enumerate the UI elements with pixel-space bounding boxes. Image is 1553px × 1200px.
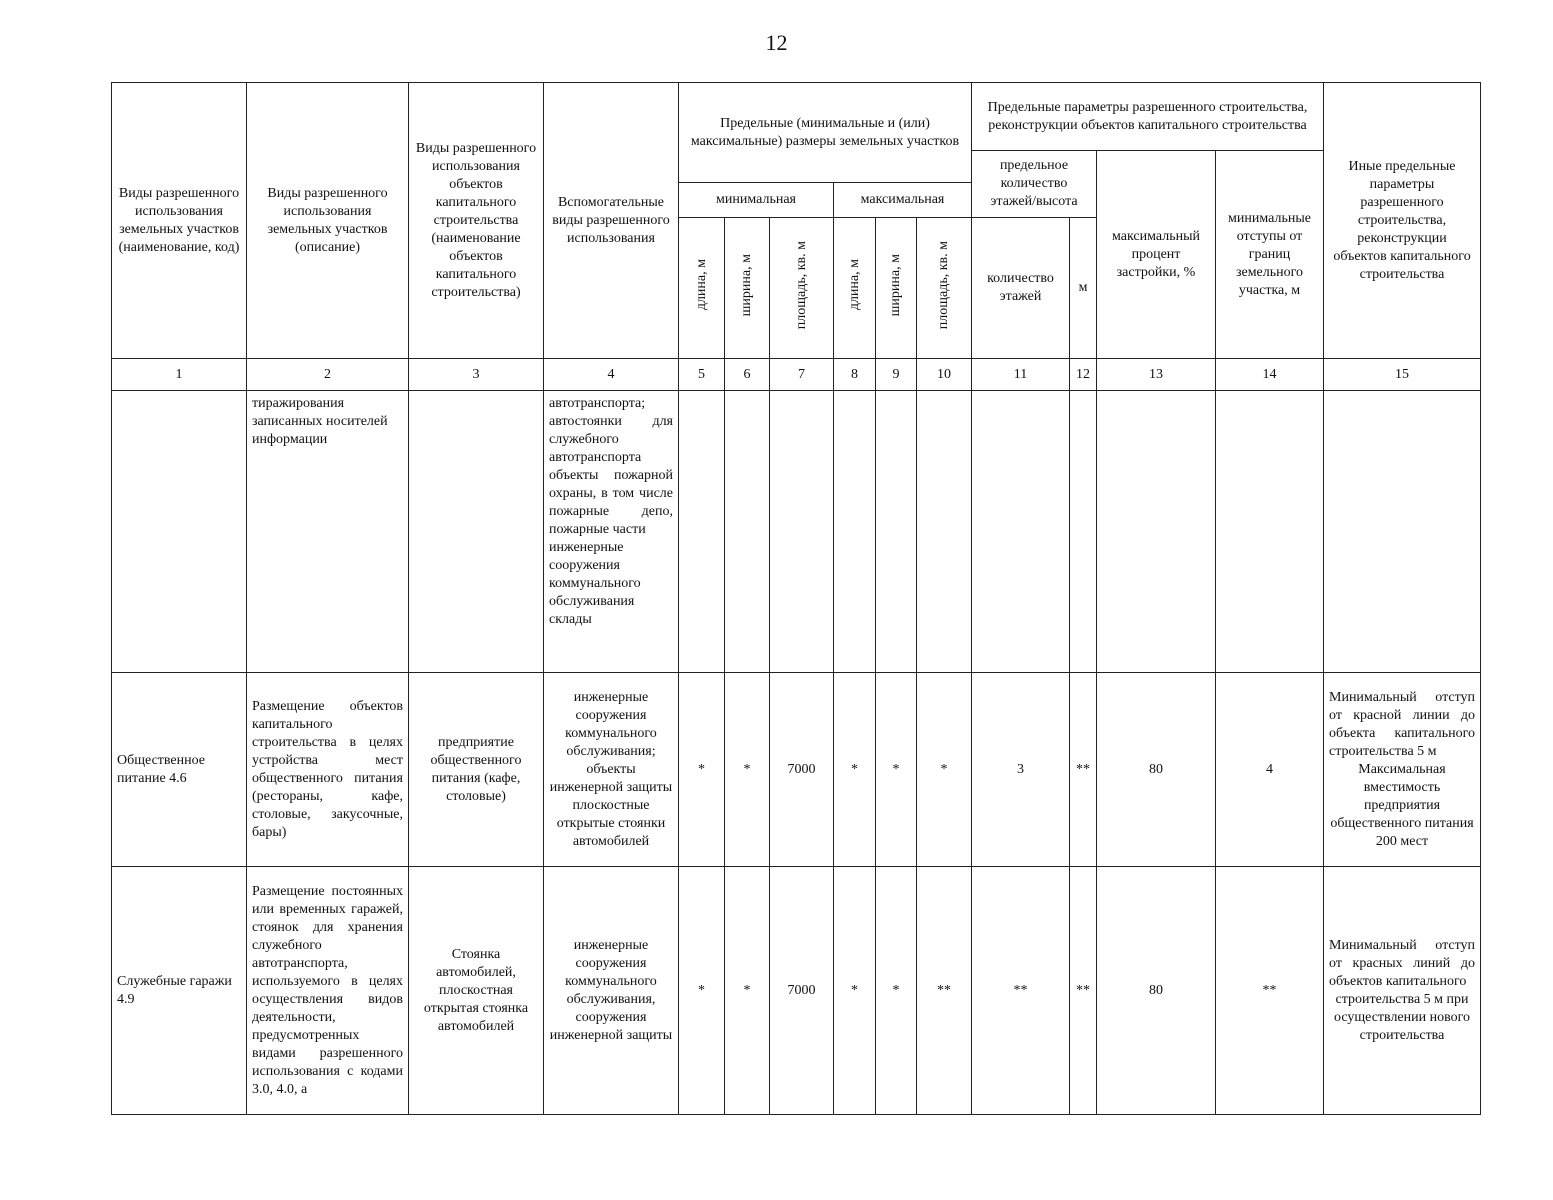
header-max-width [876,218,917,359]
cell-min-width [725,391,770,673]
cell-max-area: * [917,673,972,867]
column-number: 3 [409,359,544,391]
table-row [112,391,1481,673]
cell-max-percent: 80 [1097,673,1216,867]
other-param: Минимальный отступ от красных линий до объектов капитального [1329,937,1475,989]
cell-min-width: * [725,867,770,1115]
header-minimum: минимальная [679,183,834,218]
header-min-length-text: длина, м [693,259,709,311]
cell-max-area [917,391,972,673]
cell-other-params [1324,391,1481,673]
header-min-width [725,218,770,359]
header-max-area-text: площадь, кв. м [936,240,951,330]
header-max-percent: максимальный процент застройки, % [1097,151,1216,359]
header-row-1 [112,83,1481,151]
zoning-regulations-table [111,82,1481,1115]
cell-max-length [834,391,876,673]
column-number: 12 [1070,359,1097,391]
auxiliary-line: инженерные сооружения коммунального обслуживания, сооружения инженерной защиты [549,937,673,1043]
cell-max-length: * [834,673,876,867]
cell-construction-use: предприятие общественного питания (кафе, столовые) [409,673,544,867]
cell-min-setback: 4 [1216,673,1324,867]
header-max-width-text: ширина, м [888,253,903,317]
cell-min-width: * [725,673,770,867]
column-number: 13 [1097,359,1216,391]
header-min-length [679,218,725,359]
header-plot-size-limits: Предельные (минимальные и (или) максимальные) размеры земельных участков [679,83,972,183]
cell-floors: ** [972,867,1070,1115]
other-param: строительства 5 м при осуществлении нового строительства [1333,991,1471,1043]
header-min-area [770,218,834,359]
header-meters: м [1070,218,1097,359]
auxiliary-line: автотранспорта; [549,396,646,411]
cell-auxiliary-use [544,391,679,673]
header-min-setback: минимальные отступы от границ земельного участка, м [1216,151,1324,359]
cell-land-use-name [112,391,247,673]
header-auxiliary-use: Вспомогательные виды разрешенного использования [544,83,679,359]
table-row [112,867,1481,1115]
cell-max-width [876,391,917,673]
header-floors-height: предельное количество этажей/высота [972,151,1097,218]
auxiliary-line: автостоянки для служебного автотранспорта [549,414,673,465]
cell-height [1070,391,1097,673]
column-number: 1 [112,359,247,391]
header-other-params: Иные предельные параметры разрешенного строительства, реконструкции объектов капитального строительства [1324,83,1481,359]
cell-max-length: * [834,867,876,1115]
cell-min-setback [1216,391,1324,673]
cell-max-width: * [876,867,917,1115]
cell-other-params [1324,673,1481,867]
header-construction-params: Предельные параметры разрешенного строительства, реконструкции объектов капитального строительства [972,83,1324,151]
column-number: 15 [1324,359,1481,391]
cell-land-use-name: Общественное питание 4.6 [112,673,247,867]
cell-min-area: 7000 [770,867,834,1115]
header-max-length [834,218,876,359]
cell-auxiliary-use [544,867,679,1115]
header-min-area-text: площадь, кв. м [793,240,809,330]
auxiliary-line: объекты инженерной защиты [549,761,673,795]
header-land-use-name: Виды разрешенного использования земельных участков (наименование, код) [112,83,247,359]
cell-min-setback: ** [1216,867,1324,1115]
cell-land-use-name: Служебные гаражи 4.9 [112,867,247,1115]
cell-other-params [1324,867,1481,1115]
cell-auxiliary-use [544,673,679,867]
auxiliary-line: плоскостные открытые стоянки автомобилей [556,797,666,849]
column-number: 9 [876,359,917,391]
page-number: 12 [765,30,788,55]
cell-floors [972,391,1070,673]
column-number: 4 [544,359,679,391]
cell-max-area: ** [917,867,972,1115]
cell-floors: 3 [972,673,1070,867]
cell-construction-use: Стоянка автомобилей, плоскостная открытая стоянка автомобилей [409,867,544,1115]
header-max-length-text: длина, м [846,259,862,311]
header-max-area [917,218,972,359]
cell-max-percent: 80 [1097,867,1216,1115]
cell-height: ** [1070,867,1097,1115]
cell-min-length: * [679,673,725,867]
column-number-row [112,359,1481,391]
cell-construction-use [409,391,544,673]
column-number: 8 [834,359,876,391]
auxiliary-line: склады [549,612,592,627]
header-floors: количество этажей [972,218,1070,359]
cell-min-area [770,391,834,673]
column-number: 11 [972,359,1070,391]
cell-min-area: 7000 [770,673,834,867]
column-number: 2 [247,359,409,391]
header-construction-use: Виды разрешенного использования объектов капитального строительства (наименование объектов капитального строительства) [409,83,544,359]
header-land-use-description: Виды разрешенного использования земельных участков (описание) [247,83,409,359]
column-number: 5 [679,359,725,391]
column-number: 7 [770,359,834,391]
cell-max-percent [1097,391,1216,673]
column-number: 14 [1216,359,1324,391]
cell-land-use-description: Размещение объектов капитального строительства в целях устройства мест общественного питания (рестораны, кафе, столовые, закусочные, бары) [247,673,409,867]
cell-min-length [679,391,725,673]
other-param: Минимальный отступ от красной линии до объекта капитального строительства 5 м [1329,689,1475,759]
cell-height: ** [1070,673,1097,867]
cell-min-length: * [679,867,725,1115]
other-param: Максимальная вместимость предприятия общественного питания 200 мест [1330,761,1474,849]
cell-land-use-description: Размещение постоянных или временных гаражей, стоянок для хранения служебного автотранспорта, используемого в целях осуществления видов деятельности, предусмотренных видами разрешенного использования с кодами 3.0, 4.0, а [247,867,409,1115]
header-min-width-text: ширина, м [739,253,754,317]
cell-max-width: * [876,673,917,867]
auxiliary-line: объекты пожарной охраны, в том числе пожарные депо, пожарные части [549,468,673,537]
column-number: 6 [725,359,770,391]
auxiliary-line: инженерные сооружения коммунального обслуживания [549,540,641,609]
column-number: 10 [917,359,972,391]
header-maximum: максимальная [834,183,972,218]
table-row [112,673,1481,867]
auxiliary-line: инженерные сооружения коммунального обслуживания; [565,689,657,759]
cell-land-use-description: тиражирования записанных носителей информации [247,391,409,673]
